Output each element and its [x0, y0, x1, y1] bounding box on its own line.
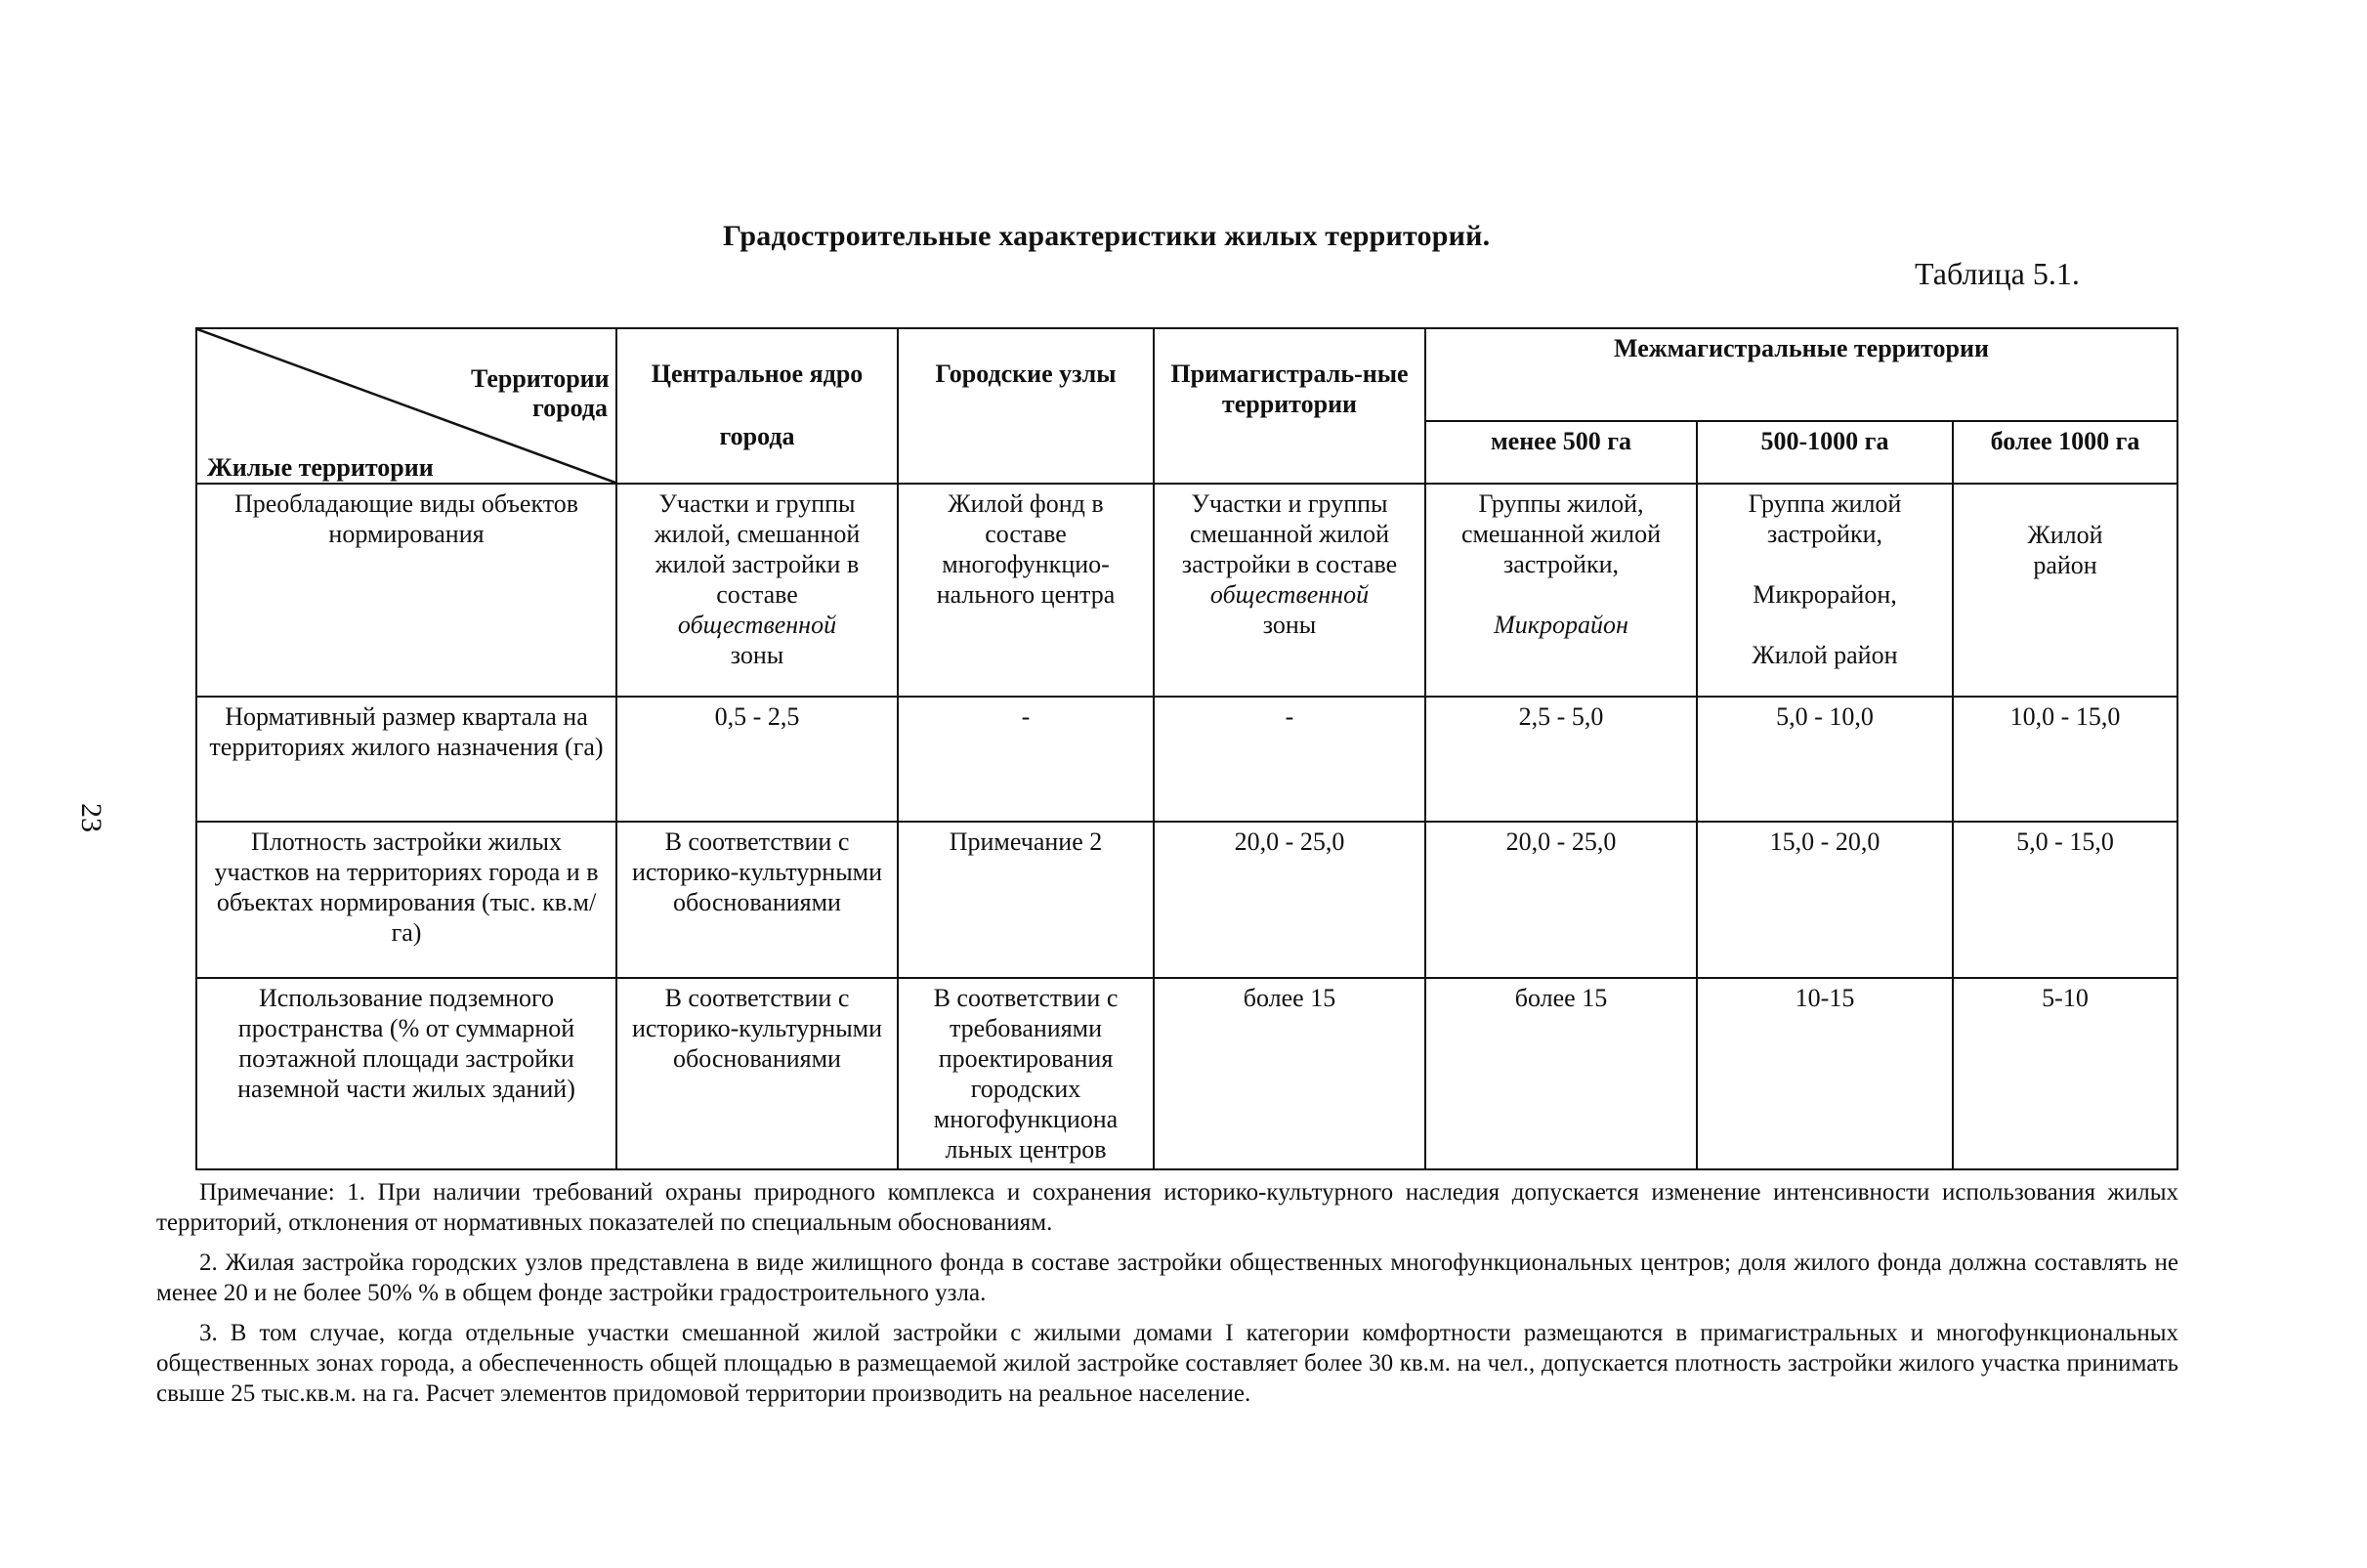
table-cell: В соответствии с требованиями проектирования городских многофункциона льных центров [898, 978, 1154, 1169]
row-label: Использование подземного пространства (% от суммарной поэтажной площади застройки наземной части жилых зданий) [196, 978, 616, 1169]
table-label: Таблица 5.1. [1915, 256, 2080, 291]
cell-text: Участки и группы жилой, смешанной жилой застройки в составе [654, 489, 861, 609]
header-central-core-line1: Центральное ядро [651, 360, 864, 388]
table-cell: В соответствии с историко-культурными обоснованиями [616, 978, 898, 1169]
table-cell: В соответствии с историко-культурными обоснованиями [616, 822, 898, 978]
table-row [196, 822, 2177, 978]
header-city-nodes: Городские узлы [898, 328, 1154, 484]
header-sub-gt1000: более 1000 га [1953, 421, 2177, 484]
cell-text: Жилой район [2027, 521, 2103, 579]
table-cell: 0,5 - 2,5 [616, 697, 898, 822]
table-cell: - [898, 697, 1154, 822]
cell-text: Микрорайон, [1753, 580, 1897, 609]
notes-section [156, 1177, 2178, 1409]
cell-text: Группа жилой застройки, [1748, 489, 1902, 548]
table-cell [1953, 484, 2177, 697]
table-cell: более 15 [1154, 978, 1425, 1169]
row-label: Преобладающие виды объектов нормирования [196, 484, 616, 697]
header-sub-lt500: менее 500 га [1425, 421, 1697, 484]
cell-text: зоны [730, 641, 784, 669]
table-cell: 5-10 [1953, 978, 2177, 1169]
cell-text-italic: общественной [677, 611, 837, 639]
table-cell: Примечание 2 [898, 822, 1154, 978]
cell-text-italic: Микрорайон [1494, 611, 1628, 639]
header-central-core [616, 328, 898, 484]
table-cell [1425, 484, 1697, 697]
corner-top-label: Территории города [471, 364, 610, 422]
note-3: 3. В том случае, когда отдельные участки смешанной жилой застройки с жилыми домами I категории комфортности размещаются в примагистральных и многофункциональных общественных зонах города, а обеспеченность общей площадью в размещаемой жилой застройке составляет более 30 кв.м. на чел., допускается плотность застройки жилого участка принимать свыше 25 тыс.кв.м. на га. Расчет элементов придомовой территории производить на реальное население. [156, 1320, 2178, 1407]
header-central-core-line2: города [719, 422, 795, 450]
row-label: Нормативный размер квартала на территориях жилого назначения (га) [196, 697, 616, 822]
table-cell: 10,0 - 15,0 [1953, 697, 2177, 822]
note-1: Примечание: 1. При наличии требований охраны природного комплекса и сохранения историко-культурного наследия допускается изменение интенсивности использования жилых территорий, отклонения от нормативных показателей по специальным обоснованиям. [156, 1179, 2178, 1236]
table-cell: более 15 [1425, 978, 1697, 1169]
cell-text: Группы жилой, смешанной жилой застройки, [1460, 489, 1662, 578]
table-cell [1697, 484, 1953, 697]
corner-bottom-label: Жилые территории [207, 453, 434, 482]
header-corner-cell [196, 328, 616, 484]
table-cell [1154, 484, 1425, 697]
table-cell: 20,0 - 25,0 [1425, 822, 1697, 978]
table-row [196, 484, 2177, 697]
table-cell: - [1154, 697, 1425, 822]
table-cell: Жилой фонд в составе многофункцио-нального центра [898, 484, 1154, 697]
header-arterial: Примагистраль-ные территории [1154, 328, 1425, 484]
characteristics-table [195, 327, 2178, 1170]
table-cell: 5,0 - 15,0 [1953, 822, 2177, 978]
note-2: 2. Жилая застройка городских узлов представлена в виде жилищного фонда в составе застройки общественных многофункциональных центров; доля жилого фонда должна составлять не менее 20 и не более 50% % в общем фонде застройки градостроительного узла. [156, 1250, 2178, 1306]
cell-text: Участки и группы смешанной жилой застройки в составе [1181, 489, 1398, 578]
page-title: Градостроительные характеристики жилых территорий. [723, 220, 1491, 252]
table-cell: 2,5 - 5,0 [1425, 697, 1697, 822]
table-cell: 10-15 [1697, 978, 1953, 1169]
table-cell [616, 484, 898, 697]
table-cell: 5,0 - 10,0 [1697, 697, 1953, 822]
cell-text-italic: общественной [1209, 580, 1370, 609]
page-number: 23 [75, 803, 107, 832]
table-cell: 15,0 - 20,0 [1697, 822, 1953, 978]
table-row [196, 697, 2177, 822]
row-label: Плотность застройки жилых участков на территориях города и в объектах нормирования (тыс. кв.м/га) [196, 822, 616, 978]
table-cell: 20,0 - 25,0 [1154, 822, 1425, 978]
table-row [196, 978, 2177, 1169]
cell-text: Жилой район [1752, 641, 1898, 669]
cell-text: зоны [1262, 611, 1317, 639]
header-inter-arterial: Межмагистральные территории [1425, 328, 2177, 421]
header-sub-500-1000: 500-1000 га [1697, 421, 1953, 484]
